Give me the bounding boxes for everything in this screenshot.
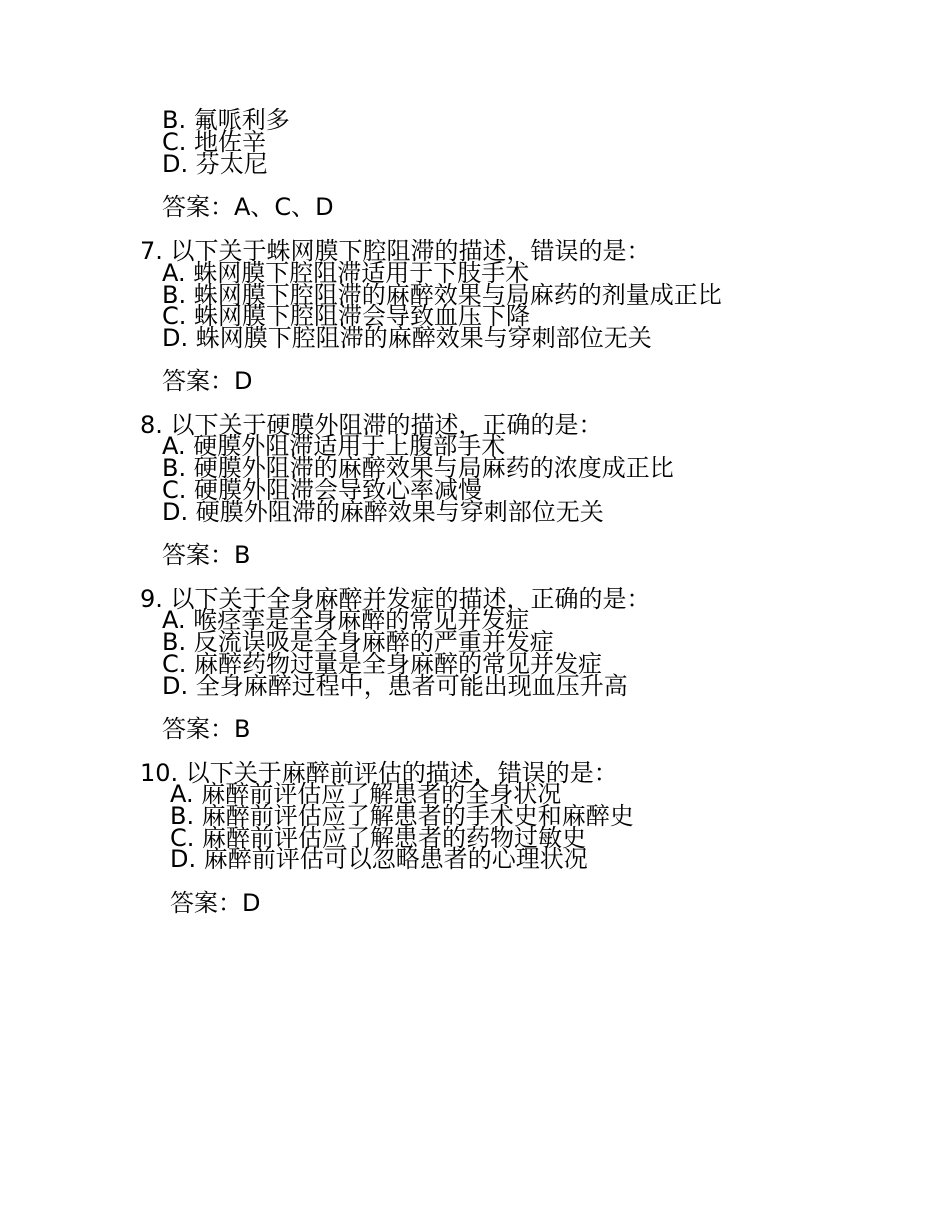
- answer: 答案：D: [170, 889, 261, 917]
- option-c: C. 硬膜外阻滞会导致心率减慢: [162, 476, 483, 504]
- answer: 答案：B: [162, 541, 251, 569]
- option-d: D. 麻醉前评估可以忽略患者的心理状况: [170, 845, 588, 873]
- question-stem: 9. 以下关于全身麻醉并发症的描述，正确的是：: [140, 585, 651, 613]
- option-d: D. 芬太尼: [162, 150, 268, 178]
- option-d: D. 全身麻醉过程中，患者可能出现血压升高: [162, 672, 628, 700]
- answer: 答案：A、C、D: [162, 193, 334, 221]
- question-stem: 8. 以下关于硬膜外阻滞的描述，正确的是：: [140, 411, 603, 439]
- option-b: B. 氟哌利多: [162, 106, 290, 134]
- option-b: B. 蛛网膜下腔阻滞的麻醉效果与局麻药的剂量成正比: [162, 281, 722, 309]
- option-a: A. 喉痉挛是全身麻醉的常见并发症: [162, 606, 530, 634]
- option-a: A. 蛛网膜下腔阻滞适用于下肢手术: [162, 259, 530, 287]
- answer: 答案：B: [162, 715, 251, 743]
- option-b: B. 麻醉前评估应了解患者的手术史和麻醉史: [170, 802, 634, 830]
- question-stem: 10. 以下关于麻醉前评估的描述，错误的是：: [140, 759, 618, 787]
- answer: 答案：D: [162, 367, 253, 395]
- option-d: D. 硬膜外阻滞的麻醉效果与穿刺部位无关: [162, 498, 604, 526]
- option-b: B. 反流误吸是全身麻醉的严重并发症: [162, 628, 554, 656]
- option-c: C. 地佐辛: [162, 128, 267, 156]
- option-c: C. 蛛网膜下腔阻滞会导致血压下降: [162, 302, 531, 330]
- option-c: C. 麻醉药物过量是全身麻醉的常见并发症: [162, 650, 603, 678]
- question-stem: 7. 以下关于蛛网膜下腔阻滞的描述，错误的是：: [140, 237, 651, 265]
- option-a: A. 麻醉前评估应了解患者的全身状况: [170, 780, 562, 808]
- option-b: B. 硬膜外阻滞的麻醉效果与局麻药的浓度成正比: [162, 454, 674, 482]
- option-c: C. 麻醉前评估应了解患者的药物过敏史: [170, 824, 587, 852]
- option-d: D. 蛛网膜下腔阻滞的麻醉效果与穿刺部位无关: [162, 324, 652, 352]
- option-a: A. 硬膜外阻滞适用于上腹部手术: [162, 432, 506, 460]
